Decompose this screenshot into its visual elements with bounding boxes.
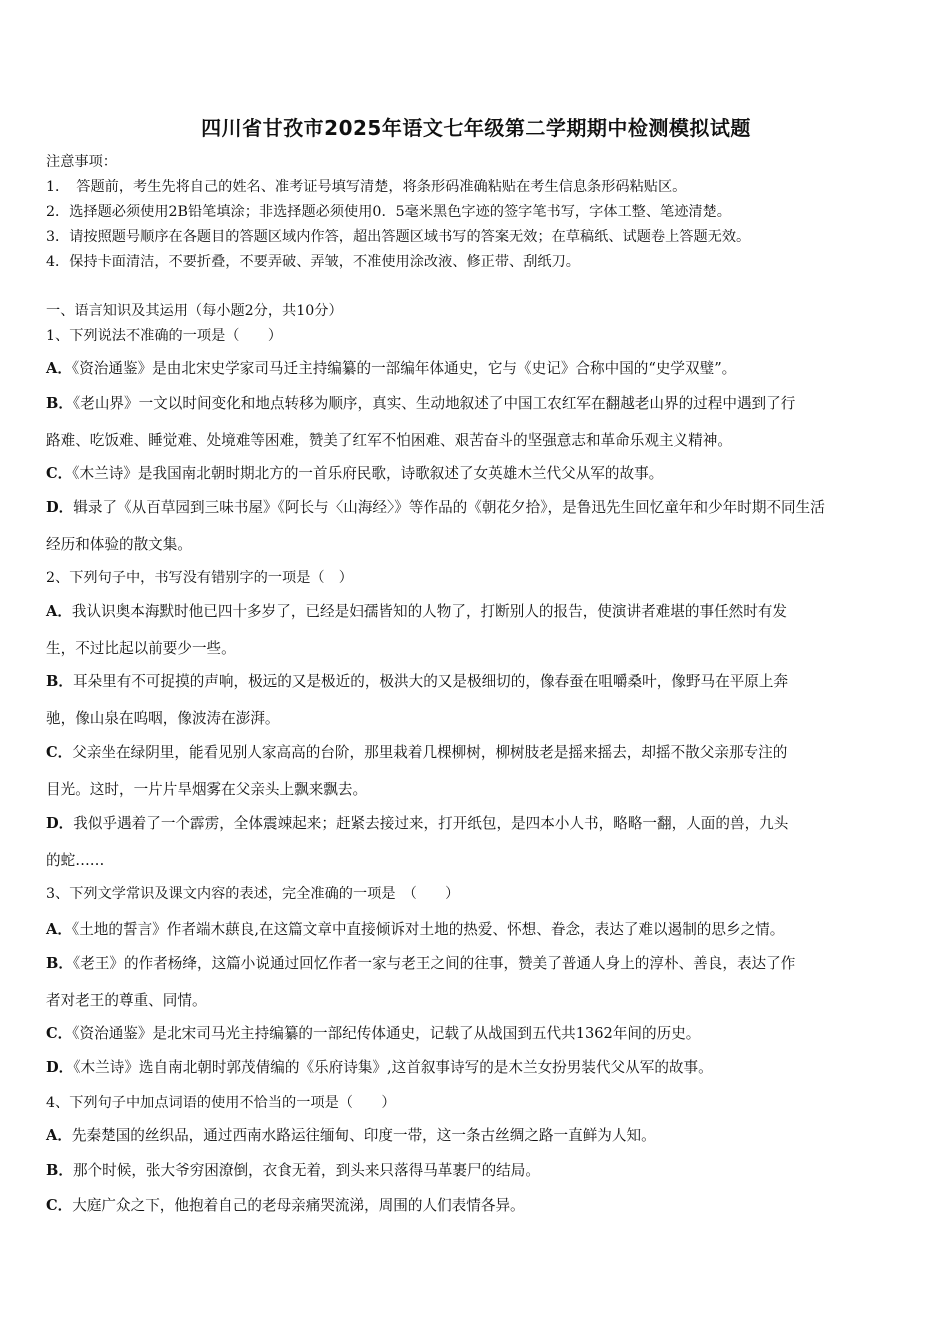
option-a: [46, 1126, 906, 1146]
option-b: [46, 1161, 906, 1181]
question-stem: 2、下列句子中，书写没有错别字的一项是（ ）: [46, 570, 353, 586]
option-a: [46, 920, 906, 940]
notice-item: 3．请按照题号顺序在各题目的答题区域内作答，超出答题区域书写的答案无效；在草稿纸、试题卷上答题无效。: [46, 229, 751, 245]
option-label: D．: [46, 499, 74, 516]
option-label: D．: [46, 1059, 74, 1076]
option-a: [46, 359, 906, 379]
notice-item: 4．保持卡面清洁，不要折叠，不要弄破、弄皱，不准使用涂改液、修正带、刮纸刀。: [46, 254, 580, 270]
option-label: B．: [46, 395, 73, 412]
option-label: A．: [46, 603, 72, 620]
option-label: C．: [46, 1025, 73, 1042]
notice-item: 1． 答题前，考生先将自己的姓名、准考证号填写清楚，将条形码准确粘贴在考生信息条形码粘贴区。: [46, 179, 687, 195]
option-text: 《老山界》一文以时间变化和地点转移为顺序，真实、生动地叙述了中国工农红军在翻越老山界的过程中遇到了行: [72, 395, 796, 412]
question-stem: 1、下列说法不准确的一项是（ ）: [46, 328, 283, 344]
option-d-cont: 经历和体验的散文集。: [46, 536, 192, 553]
section-heading: 一、语言知识及其运用（每小题2分，共10分）: [46, 303, 343, 319]
option-text: 父亲坐在绿阴里，能看见别人家高高的台阶，那里栽着几棵柳树，柳树肢老是摇来摇去，却摇不散父亲那专注的: [72, 744, 788, 761]
option-label: A．: [46, 921, 72, 938]
option-label: A．: [46, 360, 72, 377]
option-d: [46, 1058, 906, 1078]
question-stem: 3、下列文学常识及课文内容的表述，完全准确的一项是 （ ）: [46, 886, 460, 902]
option-label: B．: [46, 1162, 73, 1179]
option-a-cont: 生，不过比起以前要少一些。: [46, 640, 236, 657]
option-c: [46, 464, 906, 484]
option-d: [46, 498, 906, 518]
option-text: 《木兰诗》选自南北朝时郭茂倩编的《乐府诗集》,这首叙事诗写的是木兰女扮男装代父从军的故事。: [73, 1059, 713, 1076]
option-label: C．: [46, 744, 73, 761]
option-b-cont: 路难、吃饭难、睡觉难、处境难等困难，赞美了红军不怕困难、艰苦奋斗的坚强意志和革命乐观主义精神。: [46, 432, 732, 449]
option-c-cont: 目光。这时，一片片旱烟雾在父亲头上飘来飘去。: [46, 781, 368, 798]
option-label: B．: [46, 673, 73, 690]
option-b: [46, 672, 906, 692]
notice-heading: 注意事项：: [46, 154, 117, 170]
option-text: 《土地的誓言》作者端木蕻良,在这篇文章中直接倾诉对土地的热爱、怀想、眷念，表达了难以遏制的思乡之情。: [71, 921, 785, 938]
option-b: [46, 394, 906, 414]
option-text: 《资治通鉴》是北宋司马光主持编纂的一部纪传体通史，记载了从战国到五代共1362年间的历史。: [72, 1025, 701, 1042]
option-b-cont: 者对老王的尊重、同情。: [46, 992, 207, 1009]
option-text: 《木兰诗》是我国南北朝时期北方的一首乐府民歌，诗歌叙述了女英雄木兰代父从军的故事。: [72, 465, 664, 482]
option-text: 那个时候，张大爷穷困潦倒，衣食无着，到头来只落得马革裹尸的结局。: [72, 1162, 540, 1179]
page-title: 四川省甘孜市2025年语文七年级第二学期期中检测模拟试题: [201, 116, 751, 140]
option-label: A．: [46, 1127, 72, 1144]
option-text: 我似乎遇着了一个霹雳，全体震竦起来；赶紧去接过来，打开纸包，是四本小人书，略略一翻，人面的兽，九头: [73, 815, 789, 832]
option-text: 大庭广众之下，他抱着自己的老母亲痛哭流涕，周围的人们表情各异。: [72, 1197, 525, 1214]
option-text: 《老王》的作者杨绛，这篇小说通过回忆作者一家与老王之间的往事，赞美了普通人身上的淳朴、善良，表达了作: [72, 955, 796, 972]
option-text: 先秦楚国的丝织品，通过西南水路运往缅甸、印度一带，这一条古丝绸之路一直鲜为人知。: [71, 1127, 656, 1144]
option-text: 辑录了《从百草园到三味书屋》《阿长与〈山海经〉》等作品的《朝花夕拾》，是鲁迅先生回忆童年和少年时期不同生活: [73, 499, 825, 516]
option-c: [46, 1196, 906, 1216]
option-a: [46, 602, 906, 622]
option-c: [46, 1024, 906, 1044]
question-stem: 4、下列句子中加点词语的使用不恰当的一项是（ ）: [46, 1095, 396, 1111]
option-c: [46, 743, 906, 763]
option-label: D．: [46, 815, 74, 832]
option-d: [46, 814, 906, 834]
option-b-cont: 驰，像山泉在呜咽，像波涛在澎湃。: [46, 710, 280, 727]
option-label: C．: [46, 465, 73, 482]
option-text: 我认识奥本海默时他已四十多岁了，已经是妇孺皆知的人物了，打断别人的报告，使演讲者难堪的事任然时有发: [71, 603, 788, 620]
option-label: B．: [46, 955, 73, 972]
option-text: 耳朵里有不可捉摸的声响，极远的又是极近的，极洪大的又是极细切的，像春蚕在咀嚼桑叶，像野马在平原上奔: [72, 673, 789, 690]
notice-item: 2．选择题必须使用2B铅笔填涂；非选择题必须使用0．5毫米黑色字迹的签字笔书写，字体工整、笔迹清楚。: [46, 204, 731, 220]
option-b: [46, 954, 906, 974]
option-label: C．: [46, 1197, 73, 1214]
option-d-cont: 的蛇……: [46, 852, 105, 869]
option-text: 《资治通鉴》是由北宋史学家司马迁主持编纂的一部编年体通史，它与《史记》合称中国的“史学双璧”。: [71, 360, 737, 377]
